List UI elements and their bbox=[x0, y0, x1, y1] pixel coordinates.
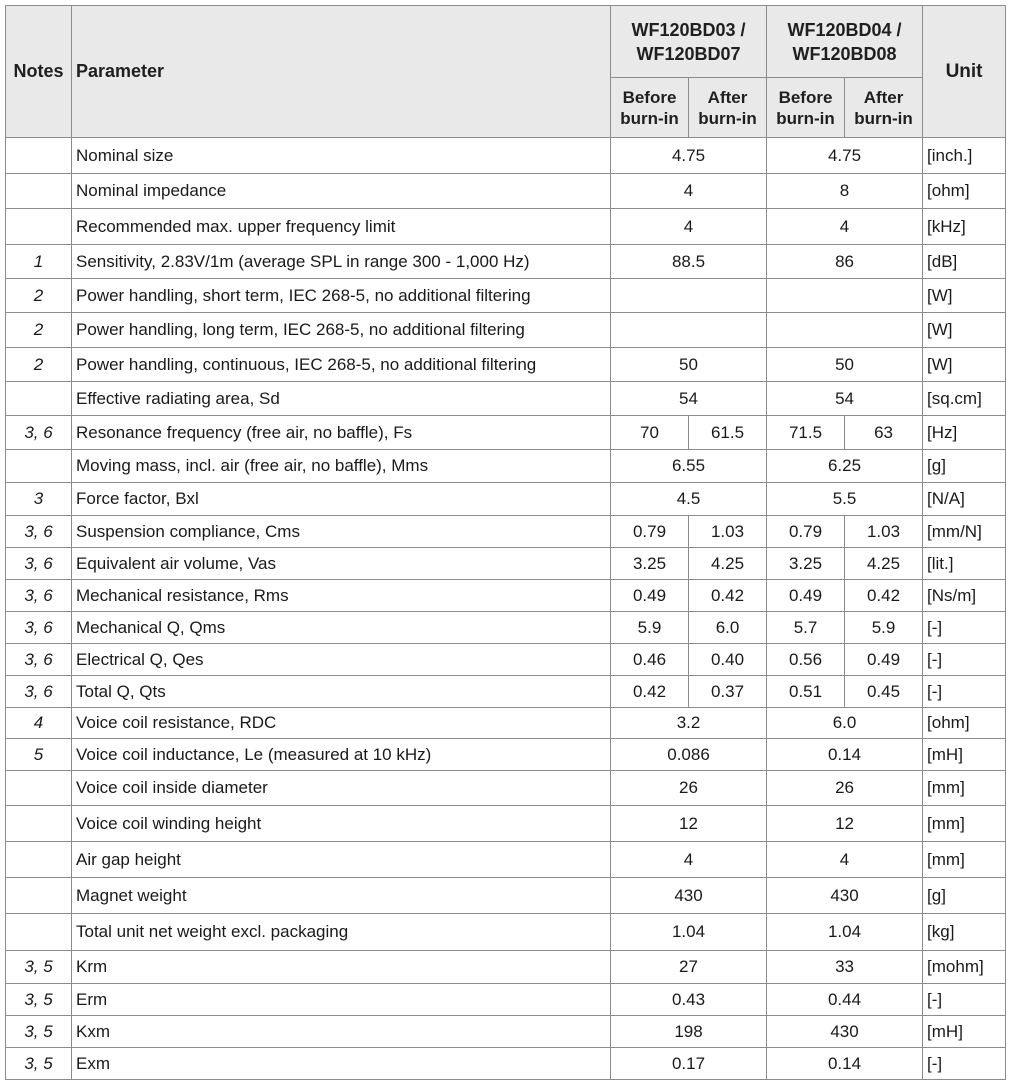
model-1-before-value: 5.9 bbox=[611, 612, 689, 644]
model-2-line-2: WF120BD08 bbox=[792, 43, 897, 64]
model-1-value: 6.55 bbox=[611, 450, 767, 483]
table-row bbox=[6, 313, 1006, 348]
model-1-value: 50 bbox=[611, 348, 767, 382]
model-1-value: 198 bbox=[611, 1016, 767, 1048]
parameter-cell: Mechanical resistance, Rms bbox=[72, 580, 611, 612]
parameter-cell: Voice coil inside diameter bbox=[72, 771, 611, 806]
model-2-before-value: 71.5 bbox=[767, 416, 845, 450]
unit-cell: [-] bbox=[923, 644, 1006, 676]
parameter-cell: Total unit net weight excl. packaging bbox=[72, 914, 611, 951]
notes-cell bbox=[6, 842, 72, 878]
model-2-value: 4.75 bbox=[767, 138, 923, 174]
model-2-before-burn-in-header bbox=[767, 78, 845, 138]
unit-cell: [dB] bbox=[923, 245, 1006, 279]
model-header-1 bbox=[611, 6, 767, 78]
model-1-before-value: 70 bbox=[611, 416, 689, 450]
notes-cell bbox=[6, 878, 72, 914]
model-2-before-value: 3.25 bbox=[767, 548, 845, 580]
model-1-value: 27 bbox=[611, 951, 767, 984]
parameter-cell: Equivalent air volume, Vas bbox=[72, 548, 611, 580]
unit-cell: [ohm] bbox=[923, 708, 1006, 739]
model-2-value: 430 bbox=[767, 1016, 923, 1048]
notes-cell: 3, 5 bbox=[6, 1016, 72, 1048]
notes-cell: 2 bbox=[6, 279, 72, 313]
model-2-value: 26 bbox=[767, 771, 923, 806]
notes-cell: 3, 5 bbox=[6, 951, 72, 984]
model-1-before-value: 0.46 bbox=[611, 644, 689, 676]
model-2-after-value: 1.03 bbox=[845, 516, 923, 548]
unit-cell: [lit.] bbox=[923, 548, 1006, 580]
model-2-after-value: 0.45 bbox=[845, 676, 923, 708]
model-2-value: 430 bbox=[767, 878, 923, 914]
model-2-line-1: WF120BD04 / bbox=[787, 19, 902, 40]
model-2-before-value: 5.7 bbox=[767, 612, 845, 644]
model-1-value: 4.75 bbox=[611, 138, 767, 174]
notes-cell: 3, 6 bbox=[6, 612, 72, 644]
model-2-before-value: 0.56 bbox=[767, 644, 845, 676]
table-row bbox=[6, 1016, 1006, 1048]
model-1-after-value: 1.03 bbox=[689, 516, 767, 548]
model-1-after-value: 0.42 bbox=[689, 580, 767, 612]
table-row bbox=[6, 580, 1006, 612]
notes-cell: 3, 5 bbox=[6, 984, 72, 1016]
unit-cell: [kHz] bbox=[923, 209, 1006, 245]
parameter-cell: Electrical Q, Qes bbox=[72, 644, 611, 676]
sub-1-line-2: burn-in bbox=[620, 108, 679, 128]
notes-cell: 3, 6 bbox=[6, 580, 72, 612]
notes-cell bbox=[6, 138, 72, 174]
table-row bbox=[6, 174, 1006, 209]
model-1-before-burn-in-header bbox=[611, 78, 689, 138]
model-2-value bbox=[767, 313, 923, 348]
table-body bbox=[6, 138, 1006, 1080]
parameter-cell: Power handling, continuous, IEC 268-5, no additional filtering bbox=[72, 348, 611, 382]
table-header bbox=[6, 6, 1006, 138]
model-1-after-value: 6.0 bbox=[689, 612, 767, 644]
model-1-value: 1.04 bbox=[611, 914, 767, 951]
table-row bbox=[6, 984, 1006, 1016]
unit-cell: [mm] bbox=[923, 806, 1006, 842]
notes-cell: 3, 6 bbox=[6, 676, 72, 708]
model-1-line-1: WF120BD03 / bbox=[631, 19, 746, 40]
parameter-cell: Mechanical Q, Qms bbox=[72, 612, 611, 644]
unit-cell: [W] bbox=[923, 313, 1006, 348]
unit-cell: [mH] bbox=[923, 739, 1006, 771]
model-2-after-value: 4.25 bbox=[845, 548, 923, 580]
model-1-value: 3.2 bbox=[611, 708, 767, 739]
model-header-2 bbox=[767, 6, 923, 78]
notes-cell: 3, 6 bbox=[6, 548, 72, 580]
unit-cell: [Ns/m] bbox=[923, 580, 1006, 612]
model-2-before-value: 0.51 bbox=[767, 676, 845, 708]
parameter-cell: Recommended max. upper frequency limit bbox=[72, 209, 611, 245]
model-2-value: 4 bbox=[767, 209, 923, 245]
parameter-cell: Force factor, Bxl bbox=[72, 483, 611, 516]
unit-cell: [W] bbox=[923, 279, 1006, 313]
unit-cell: [g] bbox=[923, 450, 1006, 483]
table-row bbox=[6, 450, 1006, 483]
sub-2-line-1: After bbox=[707, 87, 748, 107]
model-1-value: 0.43 bbox=[611, 984, 767, 1016]
unit-cell: [N/A] bbox=[923, 483, 1006, 516]
unit-cell: [mohm] bbox=[923, 951, 1006, 984]
table-row bbox=[6, 382, 1006, 416]
model-2-value: 4 bbox=[767, 842, 923, 878]
parameter-cell: Power handling, long term, IEC 268-5, no additional filtering bbox=[72, 313, 611, 348]
notes-cell: 1 bbox=[6, 245, 72, 279]
unit-cell: [-] bbox=[923, 984, 1006, 1016]
sub-4-line-1: After bbox=[863, 87, 904, 107]
notes-cell: 3, 6 bbox=[6, 516, 72, 548]
model-1-after-value: 4.25 bbox=[689, 548, 767, 580]
notes-cell bbox=[6, 806, 72, 842]
sub-1-line-1: Before bbox=[622, 87, 677, 107]
model-1-value bbox=[611, 279, 767, 313]
parameter-cell: Erm bbox=[72, 984, 611, 1016]
table-row bbox=[6, 708, 1006, 739]
parameter-cell: Total Q, Qts bbox=[72, 676, 611, 708]
table-row bbox=[6, 644, 1006, 676]
notes-cell bbox=[6, 209, 72, 245]
parameter-cell: Power handling, short term, IEC 268-5, no additional filtering bbox=[72, 279, 611, 313]
model-2-value: 50 bbox=[767, 348, 923, 382]
parameter-cell: Kxm bbox=[72, 1016, 611, 1048]
table-row bbox=[6, 138, 1006, 174]
table-row bbox=[6, 548, 1006, 580]
notes-cell: 2 bbox=[6, 313, 72, 348]
model-2-value: 5.5 bbox=[767, 483, 923, 516]
notes-cell bbox=[6, 382, 72, 416]
table-row bbox=[6, 348, 1006, 382]
model-1-after-value: 0.40 bbox=[689, 644, 767, 676]
model-1-value: 4.5 bbox=[611, 483, 767, 516]
model-1-value: 88.5 bbox=[611, 245, 767, 279]
model-2-value: 8 bbox=[767, 174, 923, 209]
parameter-cell: Resonance frequency (free air, no baffle), Fs bbox=[72, 416, 611, 450]
model-1-value: 4 bbox=[611, 209, 767, 245]
model-1-after-value: 61.5 bbox=[689, 416, 767, 450]
table-row bbox=[6, 1048, 1006, 1080]
notes-cell: 2 bbox=[6, 348, 72, 382]
unit-cell: [mm] bbox=[923, 771, 1006, 806]
unit-cell: [Hz] bbox=[923, 416, 1006, 450]
parameter-header: Parameter bbox=[72, 6, 611, 138]
parameter-cell: Moving mass, incl. air (free air, no baffle), Mms bbox=[72, 450, 611, 483]
parameter-cell: Suspension compliance, Cms bbox=[72, 516, 611, 548]
model-2-after-value: 0.49 bbox=[845, 644, 923, 676]
model-1-value bbox=[611, 313, 767, 348]
parameter-cell: Effective radiating area, Sd bbox=[72, 382, 611, 416]
unit-cell: [kg] bbox=[923, 914, 1006, 951]
table-row bbox=[6, 279, 1006, 313]
parameter-cell: Voice coil resistance, RDC bbox=[72, 708, 611, 739]
parameter-cell: Nominal size bbox=[72, 138, 611, 174]
unit-cell: [mH] bbox=[923, 1016, 1006, 1048]
model-1-before-value: 0.49 bbox=[611, 580, 689, 612]
model-1-value: 0.086 bbox=[611, 739, 767, 771]
model-1-after-value: 0.37 bbox=[689, 676, 767, 708]
model-2-after-value: 5.9 bbox=[845, 612, 923, 644]
model-2-value bbox=[767, 279, 923, 313]
parameter-cell: Voice coil winding height bbox=[72, 806, 611, 842]
table-row bbox=[6, 951, 1006, 984]
table-row bbox=[6, 771, 1006, 806]
parameter-cell: Krm bbox=[72, 951, 611, 984]
model-2-after-value: 0.42 bbox=[845, 580, 923, 612]
table-row bbox=[6, 842, 1006, 878]
table-row bbox=[6, 209, 1006, 245]
unit-cell: [sq.cm] bbox=[923, 382, 1006, 416]
parameter-cell: Exm bbox=[72, 1048, 611, 1080]
notes-cell bbox=[6, 914, 72, 951]
parameter-cell: Magnet weight bbox=[72, 878, 611, 914]
model-2-value: 1.04 bbox=[767, 914, 923, 951]
model-2-value: 86 bbox=[767, 245, 923, 279]
model-1-value: 12 bbox=[611, 806, 767, 842]
sub-3-line-1: Before bbox=[778, 87, 833, 107]
table-row bbox=[6, 676, 1006, 708]
model-2-value: 0.14 bbox=[767, 739, 923, 771]
sub-2-line-2: burn-in bbox=[698, 108, 757, 128]
notes-header: Notes bbox=[6, 6, 72, 138]
table-row bbox=[6, 483, 1006, 516]
model-1-line-2: WF120BD07 bbox=[636, 43, 741, 64]
parameter-cell: Nominal impedance bbox=[72, 174, 611, 209]
model-1-after-burn-in-header bbox=[689, 78, 767, 138]
unit-cell: [-] bbox=[923, 1048, 1006, 1080]
model-2-value: 54 bbox=[767, 382, 923, 416]
unit-cell: [-] bbox=[923, 676, 1006, 708]
table-row bbox=[6, 806, 1006, 842]
model-1-value: 430 bbox=[611, 878, 767, 914]
model-2-before-value: 0.49 bbox=[767, 580, 845, 612]
parameter-cell: Air gap height bbox=[72, 842, 611, 878]
unit-cell: [mm] bbox=[923, 842, 1006, 878]
notes-cell: 3, 6 bbox=[6, 416, 72, 450]
notes-cell: 3 bbox=[6, 483, 72, 516]
unit-header: Unit bbox=[923, 6, 1006, 138]
table-row bbox=[6, 914, 1006, 951]
parameter-cell: Sensitivity, 2.83V/1m (average SPL in range 300 - 1,000 Hz) bbox=[72, 245, 611, 279]
table-row bbox=[6, 516, 1006, 548]
model-2-value: 0.44 bbox=[767, 984, 923, 1016]
unit-cell: [-] bbox=[923, 612, 1006, 644]
model-2-value: 33 bbox=[767, 951, 923, 984]
model-2-after-burn-in-header bbox=[845, 78, 923, 138]
model-1-value: 54 bbox=[611, 382, 767, 416]
table-row bbox=[6, 245, 1006, 279]
model-1-value: 4 bbox=[611, 842, 767, 878]
model-2-after-value: 63 bbox=[845, 416, 923, 450]
notes-cell: 5 bbox=[6, 739, 72, 771]
model-1-before-value: 0.79 bbox=[611, 516, 689, 548]
unit-cell: [mm/N] bbox=[923, 516, 1006, 548]
table-row bbox=[6, 739, 1006, 771]
speaker-spec-table bbox=[5, 5, 1006, 1080]
unit-cell: [inch.] bbox=[923, 138, 1006, 174]
model-1-before-value: 0.42 bbox=[611, 676, 689, 708]
table-row bbox=[6, 416, 1006, 450]
parameter-cell: Voice coil inductance, Le (measured at 10 kHz) bbox=[72, 739, 611, 771]
model-1-value: 26 bbox=[611, 771, 767, 806]
model-1-before-value: 3.25 bbox=[611, 548, 689, 580]
notes-cell: 4 bbox=[6, 708, 72, 739]
notes-cell bbox=[6, 771, 72, 806]
sub-4-line-2: burn-in bbox=[854, 108, 913, 128]
model-2-value: 0.14 bbox=[767, 1048, 923, 1080]
notes-cell bbox=[6, 450, 72, 483]
model-1-value: 0.17 bbox=[611, 1048, 767, 1080]
table-row bbox=[6, 878, 1006, 914]
model-2-value: 6.0 bbox=[767, 708, 923, 739]
notes-cell: 3, 6 bbox=[6, 644, 72, 676]
table-row bbox=[6, 612, 1006, 644]
unit-cell: [ohm] bbox=[923, 174, 1006, 209]
sub-3-line-2: burn-in bbox=[776, 108, 835, 128]
model-2-value: 6.25 bbox=[767, 450, 923, 483]
model-2-before-value: 0.79 bbox=[767, 516, 845, 548]
notes-cell: 3, 5 bbox=[6, 1048, 72, 1080]
model-1-value: 4 bbox=[611, 174, 767, 209]
model-2-value: 12 bbox=[767, 806, 923, 842]
unit-cell: [W] bbox=[923, 348, 1006, 382]
unit-cell: [g] bbox=[923, 878, 1006, 914]
notes-cell bbox=[6, 174, 72, 209]
